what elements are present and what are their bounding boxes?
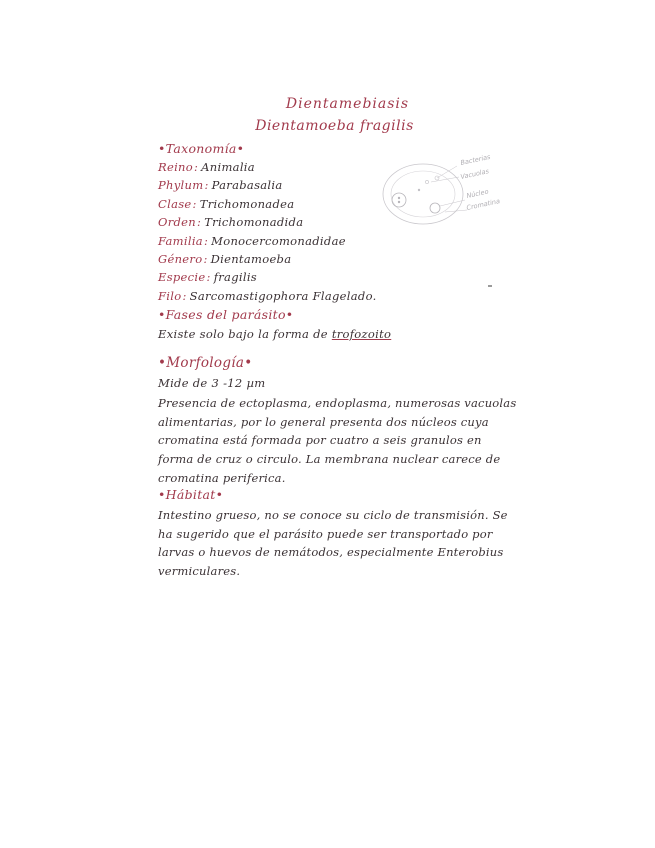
taxonomy-key: Especie [158, 270, 206, 285]
taxonomy-row [158, 215, 303, 229]
taxonomy-key: Orden [158, 215, 196, 230]
morphology-size: Mide de 3 -12 µm [158, 376, 266, 390]
habitat-description: Intestino grueso, no se conoce su ciclo de transmisión. Se ha sugerido que el parásito puede ser transportado por larvas o huevos de nemátodos, especialmente Enterobius vermiculares. [158, 508, 508, 579]
taxonomy-row [158, 197, 294, 211]
taxonomy-key: Género [158, 252, 203, 266]
sketch-label-nucleo: Núcleo [465, 187, 490, 200]
phases-heading: •Fases del parásito• [158, 307, 294, 322]
taxonomy-row [158, 178, 283, 192]
habitat-heading: •Hábitat• [158, 487, 224, 502]
taxonomy-row [158, 289, 377, 303]
phases-trofozoito: trofozoito [331, 327, 392, 341]
taxonomy-separator: : [197, 215, 202, 230]
taxonomy-separator: : [203, 252, 208, 266]
sketch-label-vacuolas: Vacuolas [459, 167, 490, 181]
morphology-description: Presencia de ectoplasma, endoplasma, numerosas vacuolas alimentarias, por lo general presenta dos núcleos cuya cromatina está formada por cuatro a seis granulos en forma de cruz o circulo. La membrana nuclear carece de cromatina periferica. [158, 396, 517, 485]
taxonomy-value: Sarcomastigophora Flagelado. [189, 288, 377, 303]
taxonomy-key: Reino [158, 160, 193, 174]
taxonomy-value: fragilis [213, 270, 257, 285]
taxonomy-value: Dientamoeba [210, 252, 292, 266]
taxonomy-separator: : [204, 178, 209, 193]
pencil-mark [488, 285, 492, 287]
taxonomy-value: Trichomonadida [204, 215, 304, 230]
taxonomy-separator: : [206, 270, 211, 285]
page-title: Dientamebiasis [285, 96, 410, 112]
morphology-heading: •Morfología• [158, 355, 253, 371]
taxonomy-value: Animalia [201, 160, 255, 174]
taxonomy-row [158, 270, 257, 284]
taxonomy-row [158, 160, 255, 174]
taxonomy-heading: •Taxonomía• [158, 141, 245, 156]
taxonomy-row [158, 252, 291, 266]
taxonomy-separator: : [193, 160, 199, 174]
phases-text-before: Existe solo bajo la forma de [158, 327, 328, 341]
taxonomy-key: Clase [158, 196, 192, 211]
taxonomy-value: Monocercomonadidae [211, 233, 346, 248]
page-subtitle: Dientamoeba fragilis [255, 118, 414, 134]
taxonomy-key: Phylum [158, 178, 204, 193]
taxonomy-key: Familia [158, 233, 203, 248]
taxonomy-row [158, 234, 346, 248]
taxonomy-separator: : [203, 233, 209, 248]
trophozoite-sketch [375, 150, 510, 230]
taxonomy-key: Filo [158, 288, 182, 303]
taxonomy-separator: : [192, 196, 197, 211]
taxonomy-value: Parabasalia [211, 178, 283, 193]
sketch-label-cromatina: Cromatina [465, 197, 501, 212]
taxonomy-separator: : [182, 288, 187, 303]
sketch-label-bacterias: Bacterias [459, 152, 492, 167]
phases-text [158, 327, 391, 341]
taxonomy-value: Trichomonadea [199, 196, 295, 211]
